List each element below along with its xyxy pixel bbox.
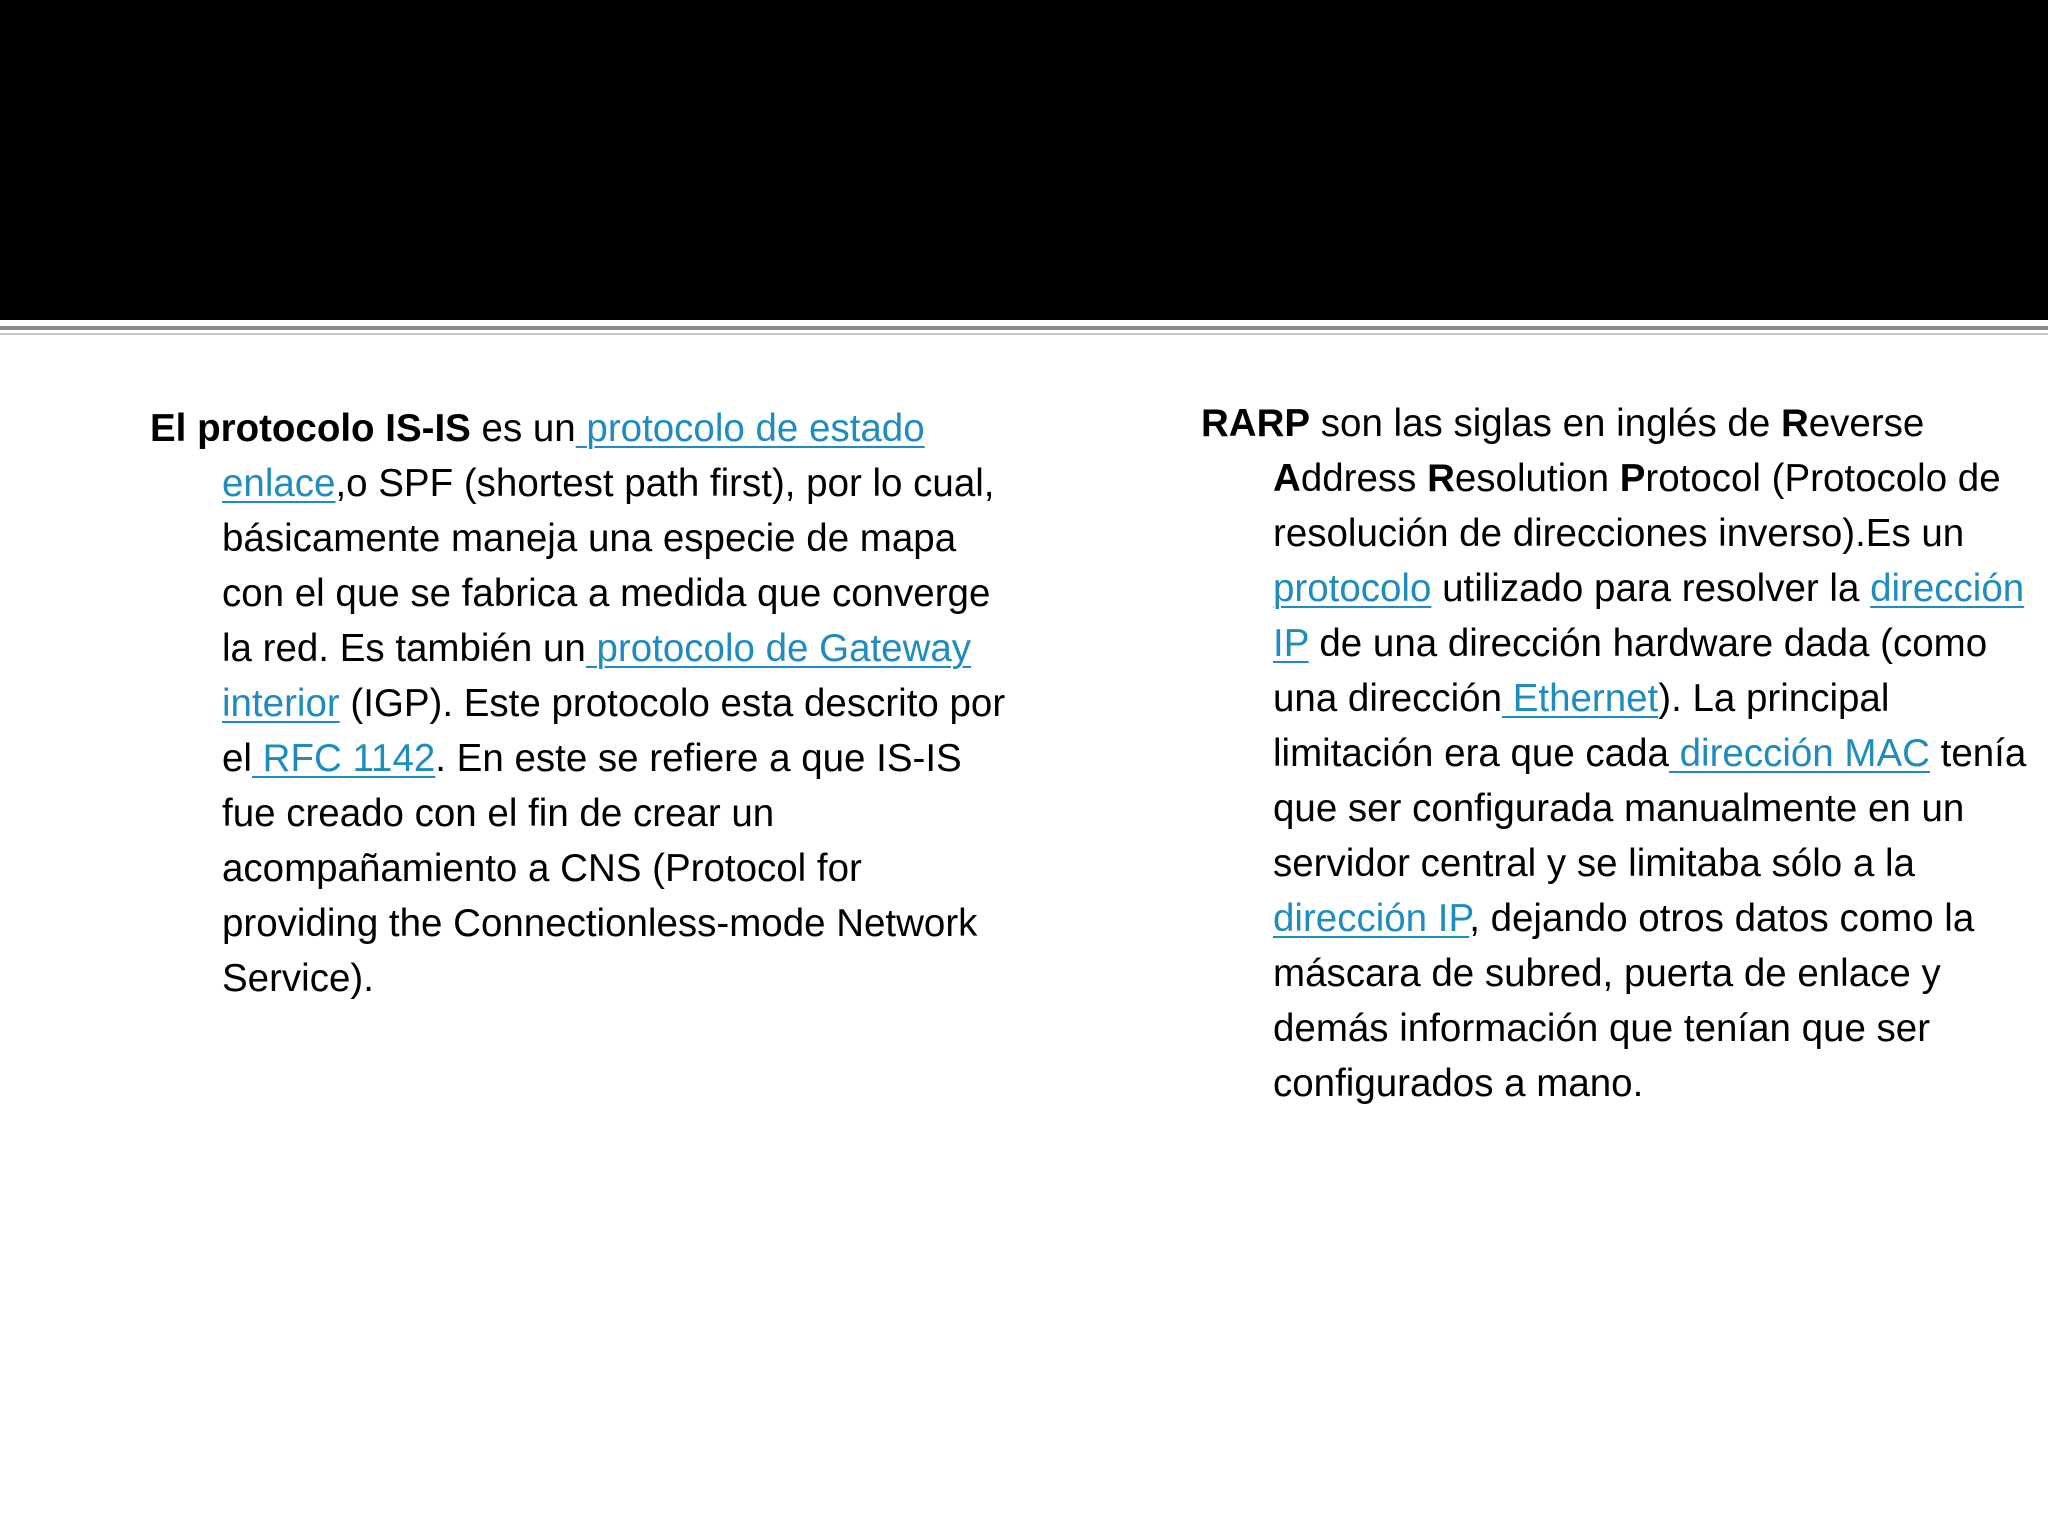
link-ethernet[interactable]: Ethernet: [1502, 677, 1659, 720]
header-divider-light: [0, 333, 2048, 335]
acronym-letter: A: [1273, 457, 1301, 500]
text-run: ). La principal limitación era que cada: [1273, 677, 1890, 775]
link-direccion-ip[interactable]: dirección IP: [1273, 567, 2025, 665]
text-run: (IGP). Este protocolo esta descrito por el: [222, 682, 1006, 780]
rarp-term: RARP: [1201, 402, 1311, 445]
text-run: ddress: [1300, 457, 1428, 500]
acronym-letter: R: [1427, 457, 1455, 500]
text-run: rotocol (Protocolo de resolución de direcciones inverso).Es un: [1273, 457, 2001, 555]
link-direccion-mac[interactable]: dirección MAC: [1668, 732, 1930, 775]
link-rfc-1142[interactable]: RFC 1142: [251, 737, 436, 780]
link-protocolo-gateway-interior[interactable]: protocolo de Gateway interior: [222, 627, 972, 725]
text-run: ,o SPF (shortest path first), por lo cual, básicamente maneja una especie de mapa con el que se fabrica a medida que converge la red. Es también un: [222, 462, 995, 670]
text-run: utilizado para resolver la: [1431, 567, 1871, 610]
link-direccion-ip-2[interactable]: dirección IP: [1273, 897, 1470, 940]
text-run: everse: [1808, 402, 1925, 445]
text-run: son las siglas en inglés de: [1310, 402, 1781, 445]
text-run: de una dirección hardware dada (como una dirección: [1273, 622, 1988, 720]
header-band: [0, 0, 2048, 320]
text-run: tenía que ser configurada manualmente en un servidor central y se limitaba sólo a la: [1273, 732, 2027, 885]
isis-term: El protocolo IS-IS: [150, 407, 471, 450]
text-run: , dejando otros datos como la máscara de subred, puerta de enlace y demás información que tenían que ser configurados a mano.: [1273, 897, 1975, 1105]
acronym-letter: R: [1780, 402, 1809, 445]
link-protocolo[interactable]: protocolo: [1273, 567, 1432, 610]
acronym-letter: P: [1619, 457, 1646, 500]
link-protocolo-estado-enlace[interactable]: protocolo de estado enlace: [222, 407, 925, 505]
isis-paragraph: [150, 401, 1010, 1006]
text-run: . En este se refiere a que IS-IS fue creado con el fin de crear un acompañamiento a CNS (Protocol for providing the Connectionless-mode Network Service).: [222, 737, 978, 1000]
rarp-paragraph: [1201, 396, 2041, 1111]
header-divider: [0, 326, 2048, 330]
text-run: esolution: [1454, 457, 1620, 500]
text-run: es un: [470, 407, 576, 450]
